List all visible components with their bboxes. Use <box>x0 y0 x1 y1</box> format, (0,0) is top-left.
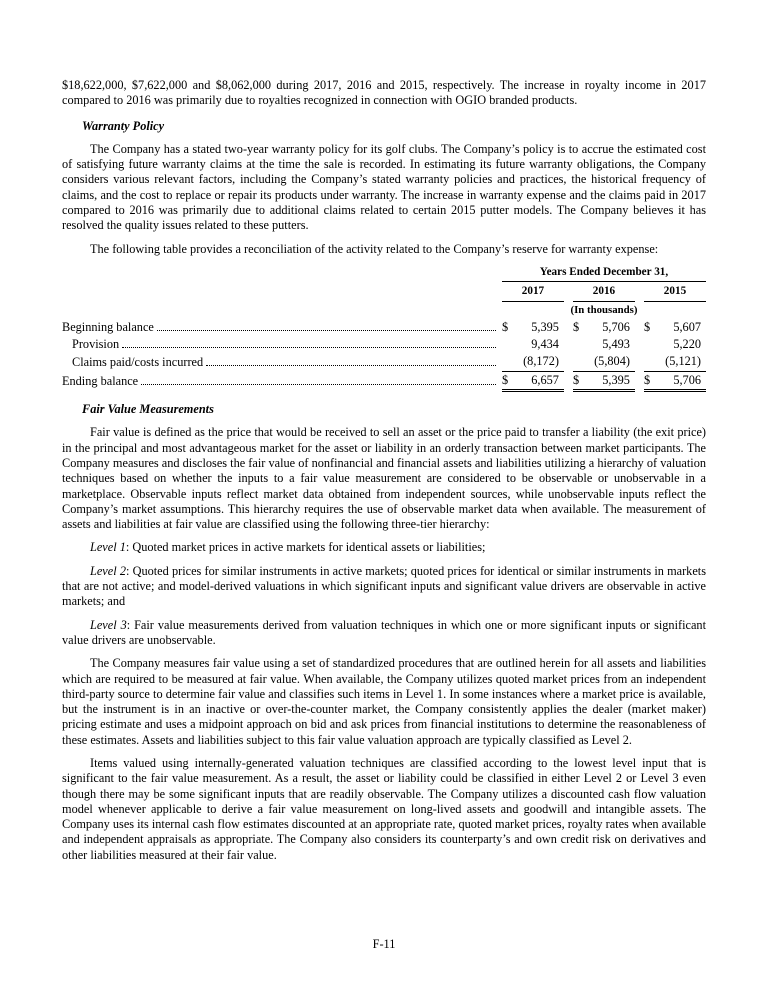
currency-symbol <box>644 353 658 371</box>
fair-value-definition-paragraph: Fair value is defined as the price that would be received to sell an asset or the price paid to transfer a liability (the exit price) in the principal and most advantageous market for the asset or liability in an orderly transaction between market participants. The Company measures and discloses the fair value of nonfinancial and financial assets and liabilities utilizing a hierarchy of valuation techniques based on whether the inputs to a fair value measurement are considered to be observable or unobservable in a marketplace. Observable inputs reflect market data obtained from independent sources, while unobservable inputs reflect the Company’s market assumptions. This hierarchy requires the use of observable market data when available. The measurement of assets and liabilities at fair value are classified using the following three-tier hierarchy: <box>62 425 706 532</box>
row-label-cell <box>62 319 502 336</box>
column-header-2015: 2015 <box>644 282 706 301</box>
warranty-table-intro-paragraph: The following table provides a reconciliation of the activity related to the Company’s reserve for warranty expense: <box>90 241 659 256</box>
currency-symbol: $ <box>643 319 651 334</box>
table-year-header-row <box>62 282 706 301</box>
value-2015: (5,121) <box>658 353 706 371</box>
column-gap <box>564 371 573 390</box>
value-2017: 9,434 <box>531 337 559 352</box>
column-header-2016: 2016 <box>573 282 635 301</box>
row-label: Ending balance <box>62 374 139 389</box>
column-gap <box>635 353 644 371</box>
royalty-income-paragraph: $18,622,000, $7,622,000 and $8,062,000 during 2017, 2016 and 2015, respectively. The increase in royalty income in 2017 compared to 2016 was primarily due to royalties recognized in connection with OGIO branded products. <box>62 78 706 108</box>
value-2017: 5,395 <box>531 319 559 334</box>
currency-symbol <box>573 336 587 353</box>
warranty-reserve-table <box>62 265 706 392</box>
table-period-header: Years Ended December 31, <box>502 265 706 282</box>
level-3-label: Level 3 <box>90 617 127 632</box>
column-header-2017: 2017 <box>502 282 564 301</box>
level-1-text: : Quoted market prices in active markets for identical assets or liabilities; <box>125 540 486 555</box>
column-gap <box>635 371 644 390</box>
level-1-label: Level 1 <box>90 540 126 555</box>
table-row-beginning-balance <box>62 319 706 336</box>
leader-dots <box>122 347 496 348</box>
currency-symbol <box>502 336 516 353</box>
column-gap <box>635 336 644 353</box>
value-2016: 5,395 <box>587 371 635 390</box>
value-2015: 5,706 <box>658 371 706 390</box>
column-gap <box>564 319 573 336</box>
table-period-header-row <box>62 265 706 282</box>
fair-value-measurements-heading: Fair Value Measurements <box>82 402 214 417</box>
column-gap <box>564 282 573 301</box>
value-2017: (8,172) <box>516 353 564 371</box>
row-label-cell <box>62 353 502 371</box>
column-gap <box>635 282 644 301</box>
value-2016: (5,804) <box>587 353 635 371</box>
value-2015: 5,220 <box>673 337 701 352</box>
internal-valuation-paragraph: Items valued using internally-generated valuation techniques are classified according to the lowest level input that is significant to the fair value measurement. As a result, the asset or liability could be classified in either Level 2 or Level 3 even though there may be some significant inputs that are readily observable. The Company utilizes a discounted cash flow valuation model whenever applicable to derive a fair value measurement on long-lived assets and goodwill and intangible assets. The Company uses its internal cash flow estimates discounted at an appropriate rate, quoted market prices, royalty rates when available and independent appraisals as appropriate. The Company also considers its counterparty’s and own credit risk on derivatives and other liabilities measured at their fair value. <box>62 755 707 862</box>
currency-symbol <box>502 353 516 371</box>
currency-symbol: $ <box>501 319 509 334</box>
currency-symbol: $ <box>502 371 516 390</box>
currency-symbol <box>644 336 658 353</box>
value-2017: 6,657 <box>516 371 564 390</box>
column-gap <box>564 353 573 371</box>
currency-symbol: $ <box>572 319 580 334</box>
leader-dots <box>141 384 496 385</box>
table-units-row <box>62 301 706 319</box>
level-3-paragraph <box>62 618 706 649</box>
level-1-paragraph <box>62 540 706 555</box>
leader-dots <box>206 365 496 366</box>
level-2-text: : Quoted prices for similar instruments in active markets; quoted prices for identical or similar instruments in markets that are not active; and model-derived valuations in which significant inputs and significant value drivers are observable in active markets; and <box>62 563 706 609</box>
currency-symbol: $ <box>573 371 587 390</box>
row-label-cell <box>62 336 502 353</box>
column-gap <box>564 336 573 353</box>
currency-symbol <box>573 353 587 371</box>
units-note: (In thousands) <box>570 303 638 316</box>
value-2016: 5,493 <box>602 337 630 352</box>
table-row-claims-paid <box>62 353 706 371</box>
level-2-paragraph <box>62 564 706 610</box>
leader-dots <box>157 330 496 331</box>
level-2-label: Level 2 <box>90 563 126 578</box>
value-2016: 5,706 <box>602 319 630 334</box>
page-number: F-11 <box>372 936 396 951</box>
level-3-text: : Fair value measurements derived from valuation techniques in which one or more significant inputs or significant value drivers are unobservable. <box>62 617 706 647</box>
currency-symbol: $ <box>644 371 658 390</box>
standardized-procedures-paragraph: The Company measures fair value using a set of standardized procedures that are outlined herein for all assets and liabilities which are required to be measured at fair value. When available, the Company utilizes quoted market prices from an independent third-party source to determine fair value and classifies such items in Level 1. In some instances where a market price is available, but the instrument is in an inactive or over-the-counter market, the Company consistently applies the dealer (market maker) pricing estimate and uses a midpoint approach on bid and ask prices from financial institutions to determine the reasonableness of these estimates. Assets and liabilities subject to this fair value valuation approach are typically classified as Level 2. <box>62 656 706 747</box>
table-row-provision <box>62 336 706 353</box>
row-label: Claims paid/costs incurred <box>72 354 204 369</box>
column-gap <box>635 319 644 336</box>
warranty-policy-heading: Warranty Policy <box>82 118 165 133</box>
warranty-policy-paragraph: The Company has a stated two-year warranty policy for its golf clubs. The Company’s policy is to accrue the estimated cost of satisfying future warranty claims at the time the sale is recorded. In estimating its future warranty obligations, the Company considers various relevant factors, including the Company’s stated warranty policies and practices, the historical frequency of claims, and the cost to replace or repair its products under warranty. The increase in warranty expense and the claims paid in 2017 compared to 2016 was primarily due to additional claims related to certain 2015 putter models. The Company believes it has resolved the quality issues related to these putters. <box>62 141 706 233</box>
row-label-cell <box>62 371 502 390</box>
table-row-ending-balance <box>62 371 706 390</box>
row-label: Beginning balance <box>62 319 154 334</box>
empty-cell <box>62 265 502 282</box>
empty-cell <box>62 282 502 301</box>
value-2015: 5,607 <box>673 319 701 334</box>
row-label: Provision <box>72 337 120 352</box>
empty-cell <box>62 301 502 319</box>
